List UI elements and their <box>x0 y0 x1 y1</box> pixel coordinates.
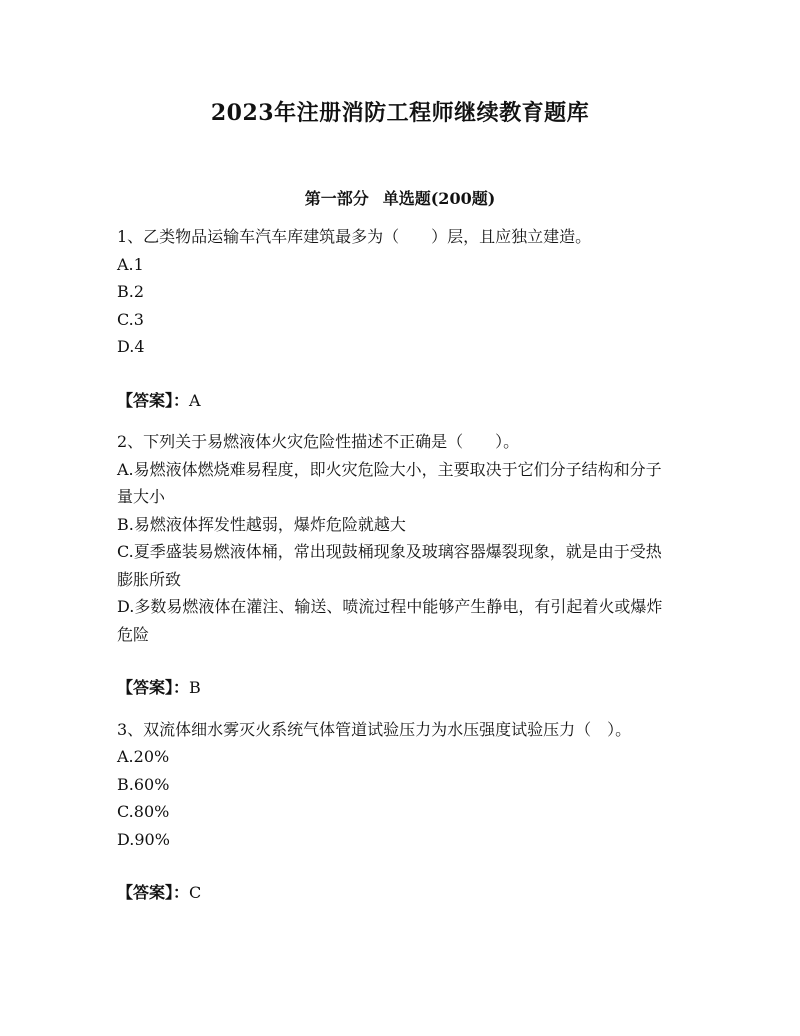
section-header <box>0 186 800 209</box>
question-list <box>117 223 677 921</box>
question-item <box>117 716 677 907</box>
question-option: A.易燃液体燃烧难易程度，即火灾危险大小，主要取决于它们分子结构和分子量大小 <box>117 459 662 506</box>
question-option: D.90% <box>117 829 170 849</box>
question-option: B.2 <box>117 282 145 301</box>
question-option: C.夏季盛装易燃液体桶，常出现鼓桶现象及玻璃容器爆裂现象，就是由于受热膨胀所致 <box>117 542 662 589</box>
section-part: 第一部分 <box>304 189 369 208</box>
question-item <box>117 223 677 414</box>
answer-label: 【答案】： <box>117 883 190 902</box>
question-option: C.3 <box>117 309 144 329</box>
answer-line <box>117 387 677 415</box>
answer-label: 【答案】： <box>117 390 190 410</box>
answer-line <box>117 674 677 702</box>
answer-line <box>117 879 677 907</box>
question-option: B.易燃液体挥发性越弱，爆炸危险就越大 <box>117 514 406 534</box>
question-stem: 2、下列关于易燃液体火灾危险性描述不正确是（ ）。 <box>117 432 520 451</box>
question-item <box>117 428 677 702</box>
question-option: A.20% <box>117 747 170 766</box>
question-option: D.4 <box>117 337 145 356</box>
answer-value: A <box>189 390 201 410</box>
document-title: 2023年注册消防工程师继续教育题库 <box>210 100 590 126</box>
question-option: A.1 <box>117 254 144 274</box>
answer-label: 【答案】： <box>117 678 190 697</box>
answer-value: B <box>189 678 201 697</box>
question-stem: 3、双流体细水雾灭火系统气体管道试验压力为水压强度试验压力（ ）。 <box>117 719 632 739</box>
question-stem: 1、乙类物品运输车汽车库建筑最多为（ ）层，且应独立建造。 <box>117 227 592 246</box>
answer-value: C <box>189 883 202 902</box>
section-type: 单选题(200题) <box>382 189 496 208</box>
question-option: C.80% <box>117 802 170 821</box>
question-option: D.多数易燃液体在灌注、输送、喷流过程中能够产生静电，有引起着火或爆炸危险 <box>117 597 663 644</box>
question-option: B.60% <box>117 774 170 794</box>
